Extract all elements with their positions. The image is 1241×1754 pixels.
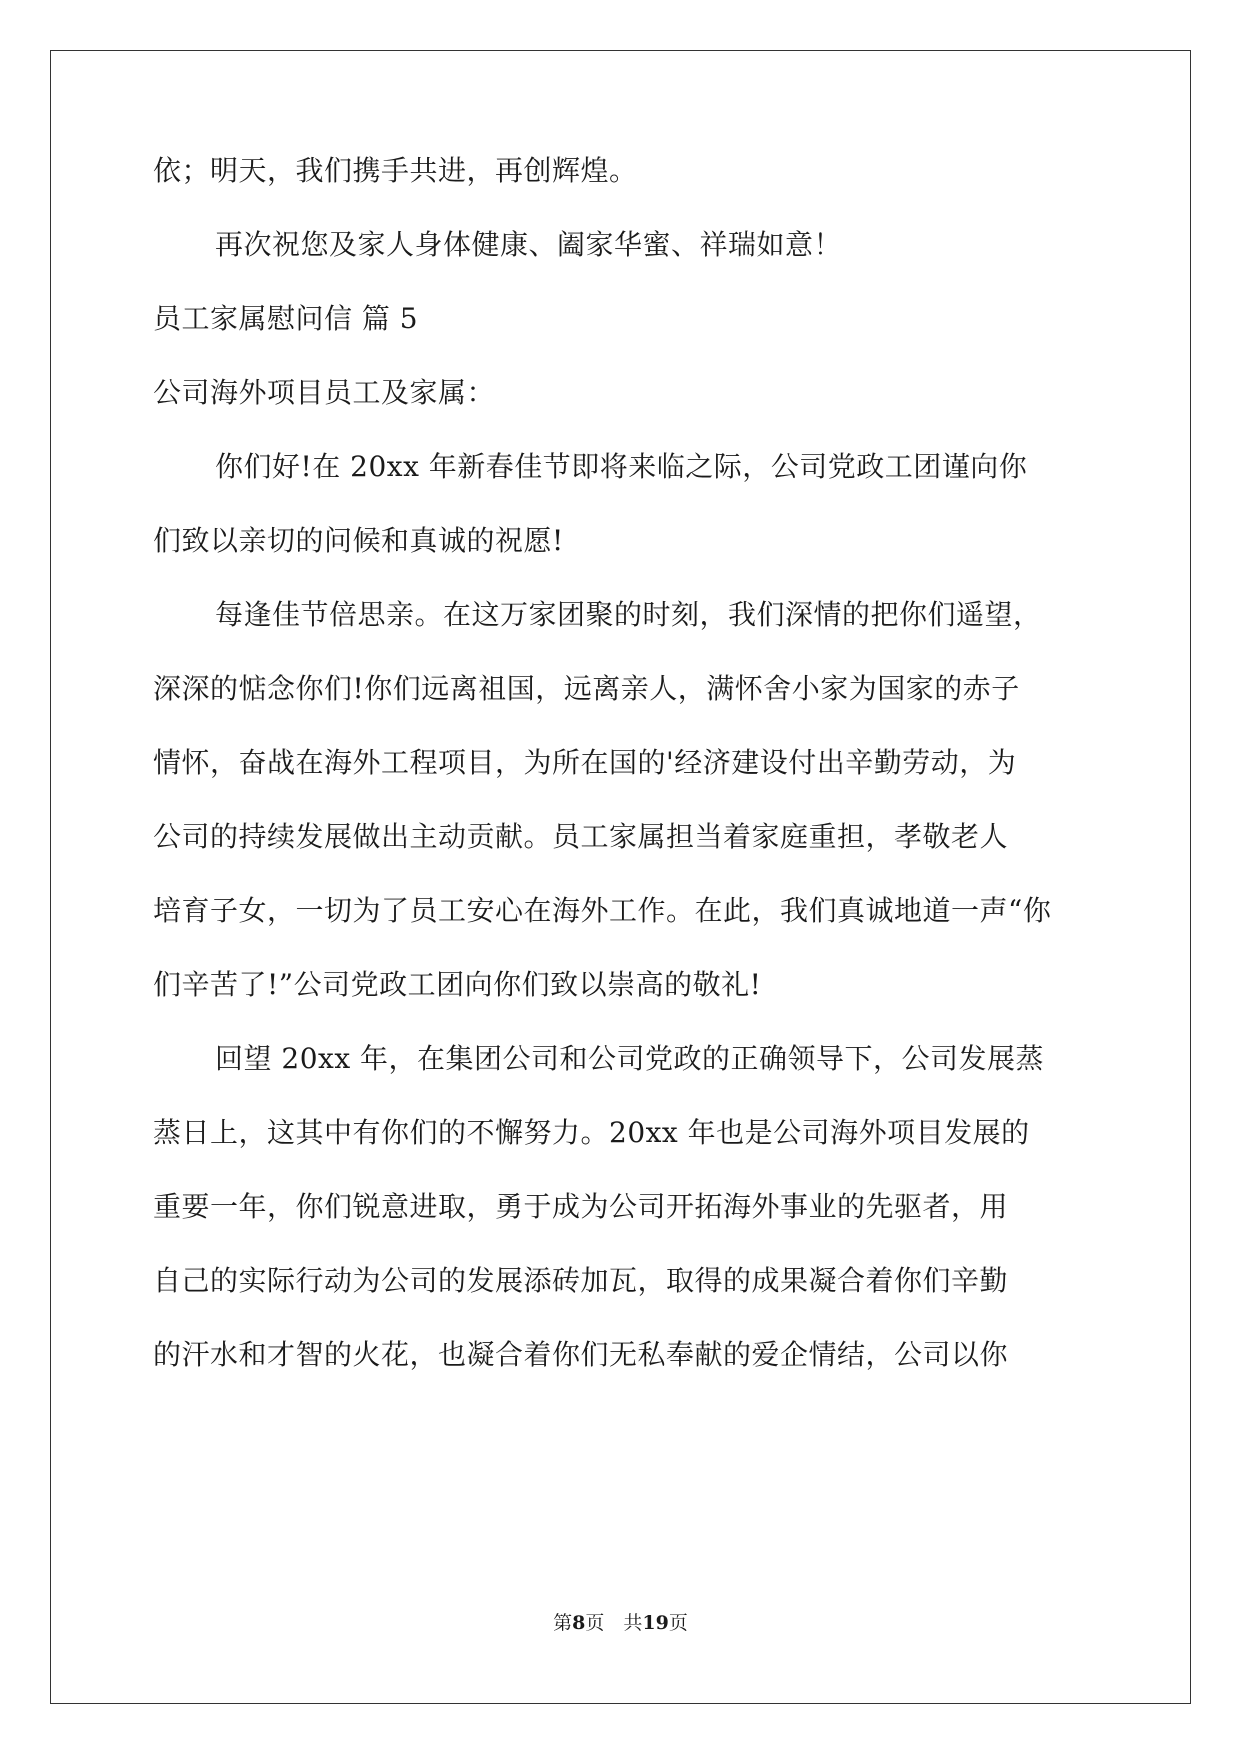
text-line: 培育子女，一切为了员工安心在海外工作。在此，我们真诚地道一声“你	[153, 894, 1052, 927]
text-line: 蒸日上，这其中有你们的不懈努力。20xx 年也是公司海外项目发展的	[153, 1116, 1030, 1149]
footer-middle: 页 共	[585, 1612, 643, 1634]
text-line: 公司的持续发展做出主动贡献。员工家属担当着家庭重担，孝敬老人	[153, 820, 1009, 853]
text-line: 们辛苦了!”公司党政工团向你们致以崇高的敬礼!	[153, 968, 762, 1001]
text-line: 依；明天，我们携手共进，再创辉煌。	[153, 154, 638, 187]
salutation: 公司海外项目员工及家属：	[153, 376, 496, 409]
text-line: 再次祝您及家人身体健康、阖家华蜜、祥瑞如意！	[215, 228, 843, 261]
text-line: 回望 20xx 年，在集团公司和公司党政的正确领导下，公司发展蒸	[215, 1042, 1045, 1075]
current-page-number: 8	[572, 1612, 586, 1634]
text-line: 重要一年，你们锐意进取，勇于成为公司开拓海外事业的先驱者，用	[153, 1190, 1009, 1223]
text-line: 你们好!在 20xx 年新春佳节即将来临之际，公司党政工团谨向你	[215, 450, 1028, 483]
text-line: 的汗水和才智的火花，也凝合着你们无私奉献的爱企情结，公司以你	[153, 1338, 1009, 1371]
text-line: 每逢佳节倍思亲。在这万家团聚的时刻，我们深情的把你们遥望，	[215, 598, 1042, 631]
section-heading: 员工家属慰问信 篇 5	[153, 302, 419, 335]
footer-suffix: 页	[668, 1612, 688, 1634]
text-line: 们致以亲切的问候和真诚的祝愿!	[153, 524, 564, 557]
text-line: 深深的惦念你们!你们远离祖国，远离亲人，满怀舍小家为国家的赤子	[153, 672, 1020, 705]
footer-prefix: 第	[553, 1612, 573, 1634]
page-border	[50, 50, 1191, 1704]
text-line: 情怀，奋战在海外工程项目，为所在国的'经济建设付出辛勤劳动，为	[153, 746, 1017, 779]
text-line: 自己的实际行动为公司的发展添砖加瓦，取得的成果凝合着你们辛勤	[153, 1264, 1009, 1297]
total-page-count: 19	[642, 1612, 669, 1634]
page-footer	[0, 1611, 1241, 1635]
